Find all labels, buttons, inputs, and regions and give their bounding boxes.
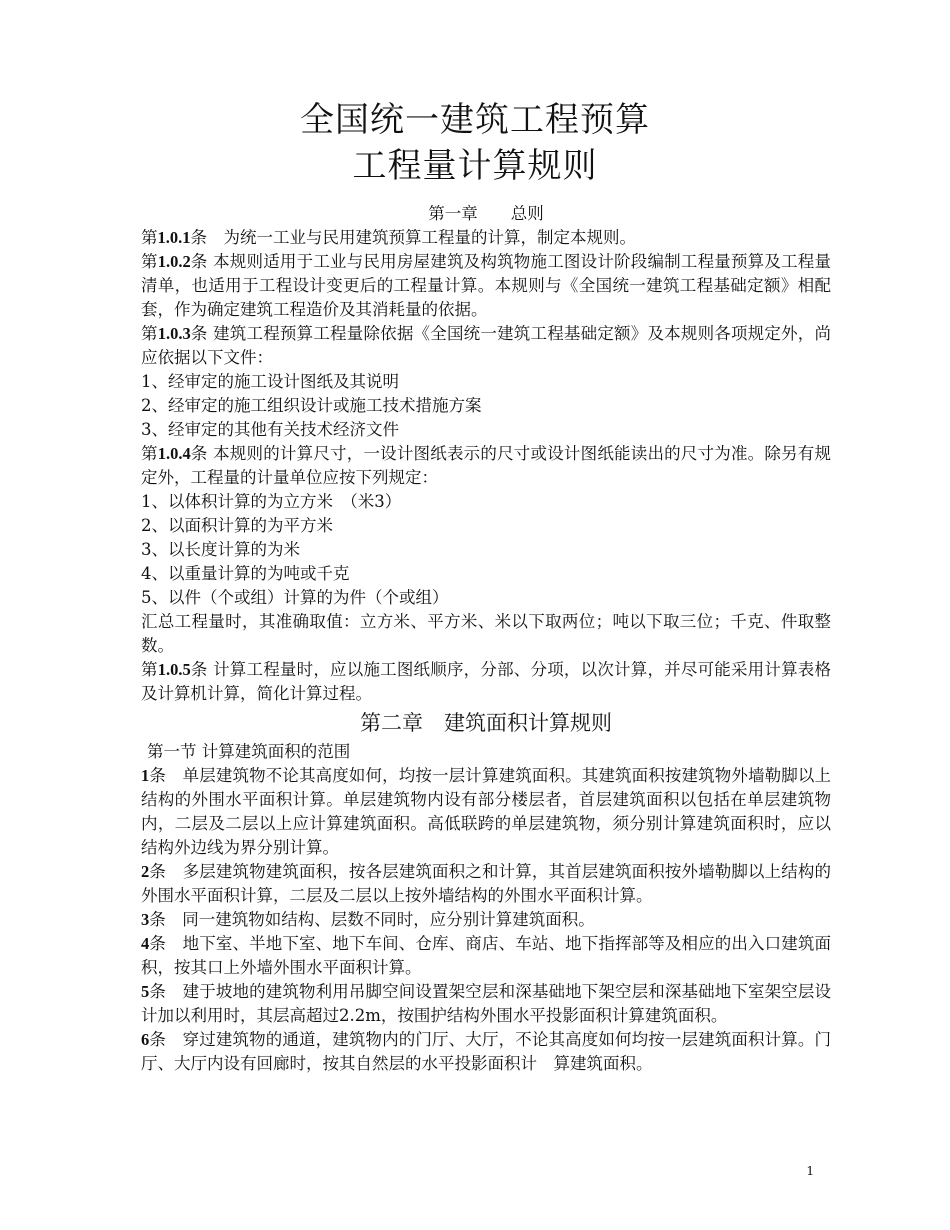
list-item: 1、以体积计算的为立方米 （米3） [141, 492, 402, 511]
chapter2-heading: 第二章 建筑面积计算规则 [360, 711, 612, 735]
document-title-line1: 全国统一建筑工程预算 [300, 100, 650, 140]
rule-item: 3条 同一建筑物如结构、层数不同时，应分别计算建筑面积。 [141, 910, 595, 929]
rule-item: 1条 单层建筑物不论其高度如何，均按一层计算建筑面积。其建筑面积按建筑物外墙勒脚以上结构的外围水平面积计算。单层建筑物内设有部分楼层者，首层建筑面积以包括在单层建筑物内，二层及二层以上应计算建筑面积。高低联跨的单层建筑物，须分别计算建筑面积时，应以结构外边线为界分别计算。 [141, 766, 831, 857]
rule-item: 6条 穿过建筑物的通道，建筑物内的门厅、大厅，不论其高度如何均按一层建筑面积计算。门厅、大厅内设有回廊时，按其自然层的水平投影面积计 算建筑面积。 [141, 1030, 831, 1073]
article-1-0-4: 第1.0.4条 本规则的计算尺寸，一设计图纸表示的尺寸或设计图纸能读出的尺寸为准。除另有规定外，工程量的计量单位应按下列规定： [141, 444, 832, 487]
list-item: 3、经审定的其他有关技术经济文件 [141, 420, 399, 439]
list-item: 1、经审定的施工设计图纸及其说明 [141, 372, 399, 391]
article-1-0-3: 第1.0.3条 建筑工程预算工程量除依据《全国统一建筑工程基础定额》及本规则各项规定外，尚应依据以下文件： [141, 324, 832, 367]
rule-item: 5条 建于坡地的建筑物利用吊脚空间设置架空层和深基础地下架空层和深基础地下室架空层设计加以利用时，其层高超过2.2m，按围护结构外围水平投影面积计算建筑面积。 [141, 982, 831, 1025]
rule-item: 2条 多层建筑物建筑面积，按各层建筑面积之和计算，其首层建筑面积按外墙勒脚以上结构的外围水平面积计算，二层及二层以上按外墙结构的外围水平面积计算。 [141, 862, 831, 905]
list-item: 3、以长度计算的为米 [141, 540, 300, 559]
list-item: 2、以面积计算的为平方米 [141, 516, 333, 535]
document-title-line2: 工程量计算规则 [352, 146, 598, 186]
rule-item: 4条 地下室、半地下室、地下车间、仓库、商店、车站、地下指挥部等及相应的出入口建筑面积，按其口上外墙外围水平面积计算。 [141, 934, 831, 977]
chapter1-number: 第一章 [428, 204, 478, 223]
chapter1-name: 总则 [510, 204, 544, 223]
article-1-0-1: 第1.0.1条 为统一工业与民用建筑预算工程量的计算，制定本规则。 [141, 228, 636, 247]
document-body [141, 202, 831, 1076]
article-1-0-2: 第1.0.2条 本规则适用于工业与民用房屋建筑及构筑物施工图设计阶段编制工程量预算及工程量清单，也适用于工程设计变更后的工程量计算。本规则与《全国统一建筑工程基础定额》相配套，作为确定建筑工程造价及其消耗量的依据。 [141, 252, 832, 319]
list-item: 4、以重量计算的为吨或千克 [141, 564, 350, 583]
section-heading: 第一节 计算建筑面积的范围 [147, 742, 351, 761]
list-item: 5、以件（个或组）计算的为件（个或组） [141, 588, 449, 607]
page-number: 1 [806, 1164, 814, 1178]
article-1-0-5: 第1.0.5条 计算工程量时，应以施工图纸顺序，分部、分项，以次计算，并尽可能采用计算表格及计算机计算，简化计算过程。 [141, 660, 832, 703]
chapter1-heading [141, 202, 831, 226]
list-item: 2、经审定的施工组织设计或施工技术措施方案 [141, 396, 482, 415]
summary-paragraph: 汇总工程量时，其准确取值：立方米、平方米、米以下取两位；吨以下取三位；千克、件取整数。 [141, 612, 831, 655]
